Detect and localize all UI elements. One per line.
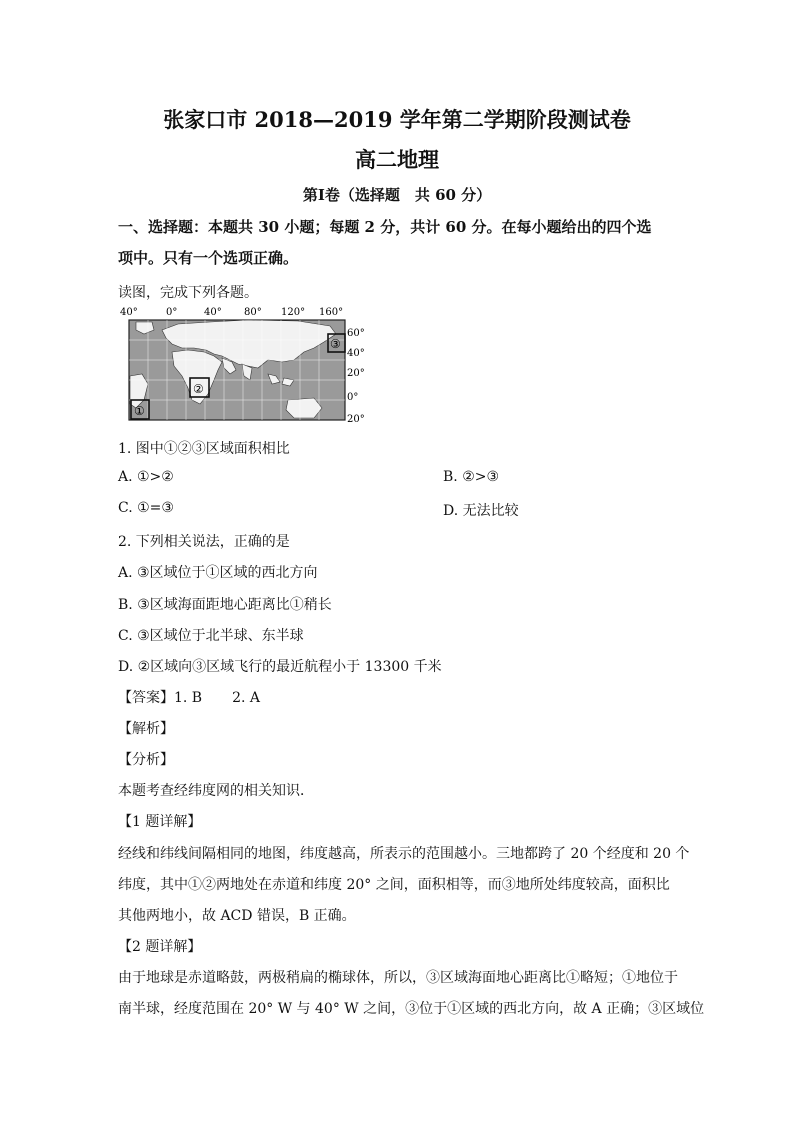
question-1-option-c: C. ①=③ (118, 500, 174, 516)
q1-detail-line: 其他两地小，故 ACD 错误，B 正确。 (118, 908, 356, 924)
q1-detail-line: 纬度，其中①②两地处在赤道和纬度 20° 之间，面积相等，而③地所处纬度较高，面积比 (118, 877, 670, 893)
q2-detail-heading: 【2 题详解】 (118, 939, 202, 955)
map-top-label: 0° (166, 307, 178, 318)
question-2-option-c: C. ③区域位于北半球、东半球 (118, 628, 304, 644)
q2-detail-line: 南半球，经度范围在 20° W 与 40° W 之间，③位于①区域的西北方向，故 A 正确；③区域位 (118, 1001, 705, 1017)
map-top-label: 40° (120, 307, 138, 318)
q1-detail-heading: 【1 题详解】 (118, 814, 202, 830)
analysis-jiexi: 【解析】 (118, 721, 174, 737)
analysis-fenxi: 【分析】 (118, 752, 174, 768)
q1-detail-line: 经线和纬线间隔相同的地图，纬度越高，所表示的范围越小。三地都跨了 20 个经度和 20 个 (118, 846, 690, 862)
answer-q2: 2. A (232, 690, 261, 706)
answer-line (118, 687, 260, 707)
subject-title: 高二地理 (355, 147, 439, 172)
section-heading-line1: 一、选择题：本题共 30 小题；每题 2 分，共计 60 分。在每小题给出的四个选 (118, 218, 652, 236)
question-1-stem: 1. 图中①②③区域面积相比 (118, 441, 290, 457)
map-top-label: 160° (319, 307, 344, 318)
question-2-stem: 2. 下列相关说法，正确的是 (118, 534, 290, 550)
map-top-label: 40° (204, 307, 222, 318)
q2-detail-line: 由于地球是赤道略鼓，两极稍扁的椭球体，所以，③区域海面地心距离比①略短；①地位于 (118, 970, 678, 986)
map-right-label: 60° (347, 328, 365, 339)
answer-q1: 1. B (174, 690, 203, 706)
map-right-label: 20° (347, 368, 365, 379)
region-2-label: ② (193, 382, 204, 396)
region-1-label: ① (134, 404, 145, 418)
map-top-label: 120° (281, 307, 306, 318)
exam-title: 张家口市 2018—2019 学年第二学期阶段测试卷 (163, 107, 631, 132)
map-right-label: 20° (347, 414, 365, 425)
intro-text: 读图，完成下列各题。 (118, 285, 258, 301)
region-3-label: ③ (330, 337, 341, 351)
latlong-grid-map (118, 304, 370, 426)
map-right-label: 40° (347, 348, 365, 359)
question-2-option-a: A. ③区域位于①区域的西北方向 (118, 565, 318, 581)
question-2-option-b: B. ③区域海面距地心距离比①稍长 (118, 597, 332, 613)
volume-title: 第Ⅰ卷（选择题 共 60 分） (302, 186, 492, 204)
question-1-option-a: A. ①>② (118, 469, 174, 485)
question-1-option-b: B. ②>③ (443, 469, 500, 485)
map-right-label: 0° (347, 392, 359, 403)
map-top-label: 80° (244, 307, 262, 318)
question-2-option-d: D. ②区域向③区域飞行的最近航程小于 13300 千米 (118, 659, 442, 675)
analysis-summary: 本题考查经纬度网的相关知识． (118, 783, 314, 799)
question-1-option-d: D. 无法比较 (443, 503, 519, 519)
section-heading-line2: 项中。只有一个选项正确。 (118, 249, 299, 267)
answer-label: 【答案】 (118, 690, 174, 706)
